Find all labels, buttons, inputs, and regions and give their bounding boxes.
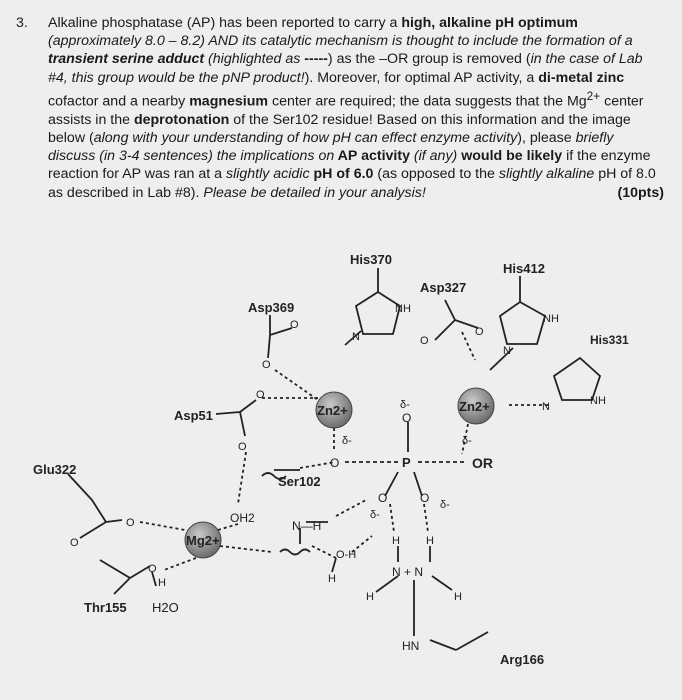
o-label: O [256, 389, 265, 401]
question-segment: Alkaline phosphatase (AP) has been reported to carry a [48, 15, 402, 31]
glu322-label: Glu322 [33, 462, 77, 477]
nh-label: NH [590, 395, 606, 407]
asp51-label: Asp51 [174, 408, 214, 423]
question-segment: pH of 8.0 as described in Lab #8). [48, 166, 656, 201]
o-label: O [378, 491, 388, 505]
question-segment: along with your understanding of how pH can effect enzyme activity [93, 129, 518, 146]
phosphorus-label: P [402, 455, 411, 470]
delta-label: δ- [370, 509, 380, 521]
question-segment: Please be detailed in your analysis! [203, 184, 426, 201]
h-label: H [454, 591, 462, 603]
his370-label: His370 [350, 252, 392, 267]
thr155-label: Thr155 [84, 600, 127, 615]
nh-label: N—H [292, 519, 322, 533]
or-group-label: OR [472, 455, 493, 471]
magnesium-label: Mg2+ [186, 533, 220, 548]
question-segment: ) as the –OR group is removed ( [327, 51, 531, 68]
delta-label: δ- [440, 499, 450, 511]
question-segment: ), please [517, 129, 576, 146]
question-paragraph [48, 14, 664, 202]
question-segment: AP activity [334, 148, 410, 165]
his412-label: His412 [503, 261, 545, 276]
points-value: (10pts) [617, 184, 664, 201]
o-label: O [148, 563, 157, 575]
h-label: H [426, 535, 434, 547]
phosphate-group [334, 422, 468, 496]
his331-label: His331 [590, 333, 629, 347]
ap-active-site-diagram [0, 240, 682, 700]
h-label: H [366, 591, 374, 603]
asp327-group [435, 300, 478, 360]
o-label: O [330, 456, 340, 470]
hn-label: HN [402, 639, 420, 653]
his331-ring [508, 358, 600, 405]
question-segment: slightly alkaline [498, 166, 595, 183]
question-segment: 2+ [586, 88, 601, 103]
delta-label: δ- [342, 435, 352, 447]
o-label: O-H [336, 549, 357, 561]
question-number: 3. [16, 15, 28, 31]
o-label: O [290, 319, 299, 331]
asp327-label: Asp327 [420, 280, 467, 295]
question-segment: transient serine adduct [48, 51, 205, 68]
question-segment: slightly acidic [225, 166, 310, 183]
question-segment: ). Moreover, for optimal AP activity, a [304, 69, 539, 86]
question-text [48, 14, 664, 202]
question-segment: magnesium [189, 93, 269, 110]
question-segment: center assists in the [48, 93, 644, 128]
asp369-label: Asp369 [248, 300, 295, 315]
o-label: O [126, 517, 135, 529]
o-label: O [475, 326, 484, 338]
o-label: O [420, 491, 430, 505]
o-label: O [238, 441, 247, 453]
question-segment: high, alkaline pH optimum [401, 15, 578, 31]
question-segment: ----- [304, 51, 328, 68]
h-label: H [328, 573, 336, 585]
question-block [16, 14, 664, 202]
o-label: O [420, 335, 429, 347]
nh-label: NH [395, 303, 411, 315]
question-segment: deprotonation [133, 111, 230, 128]
his412-ring [490, 276, 545, 370]
o-label: O [402, 411, 412, 425]
question-segment: would be likely [461, 148, 563, 165]
question-segment: (approximately 8.0 – 8.2) AND its catalytic mechanism is thought to include the formation of a [48, 33, 633, 50]
question-segment: briefly discuss (in 3-4 sentences) the implications on [48, 129, 614, 165]
n-label: N [352, 331, 360, 343]
question-segment: cofactor and a nearby [48, 93, 190, 110]
question-segment: of the Ser102 residue! Based on this information and the image below ( [48, 111, 631, 146]
delta-label: δ- [400, 399, 410, 411]
question-segment: (if any) [409, 148, 462, 165]
arg166-label: Arg166 [500, 652, 545, 667]
ser102-label: Ser102 [278, 474, 321, 489]
nh-label: NH [543, 313, 559, 325]
n-label: N [503, 345, 511, 357]
zinc-label: Zn2+ [459, 399, 490, 414]
n-label: N [542, 401, 550, 413]
question-segment: center are required; the data suggests that the Mg [268, 93, 587, 110]
h-label: H [158, 577, 166, 589]
question-segment: pH of 6.0 [309, 166, 374, 183]
question-segment: if the enzyme reaction for AP was ran at a [48, 148, 651, 183]
question-segment: (as opposed to the [373, 166, 499, 183]
question-segment: di-metal zinc [538, 69, 625, 86]
bound-water-label: OH2 [230, 511, 255, 525]
h-label: H [392, 535, 400, 547]
o-label: O [262, 359, 271, 371]
delta-label: δ- [462, 435, 472, 447]
zinc-label: Zn2+ [317, 403, 348, 418]
question-segment: in the case of Lab #4, this group would be the pNP product! [48, 51, 643, 86]
o-label: O [70, 537, 79, 549]
guanidinium-label: N + N [392, 565, 424, 579]
water-label: H2O [152, 600, 179, 615]
question-segment: (highlighted as [204, 51, 305, 68]
